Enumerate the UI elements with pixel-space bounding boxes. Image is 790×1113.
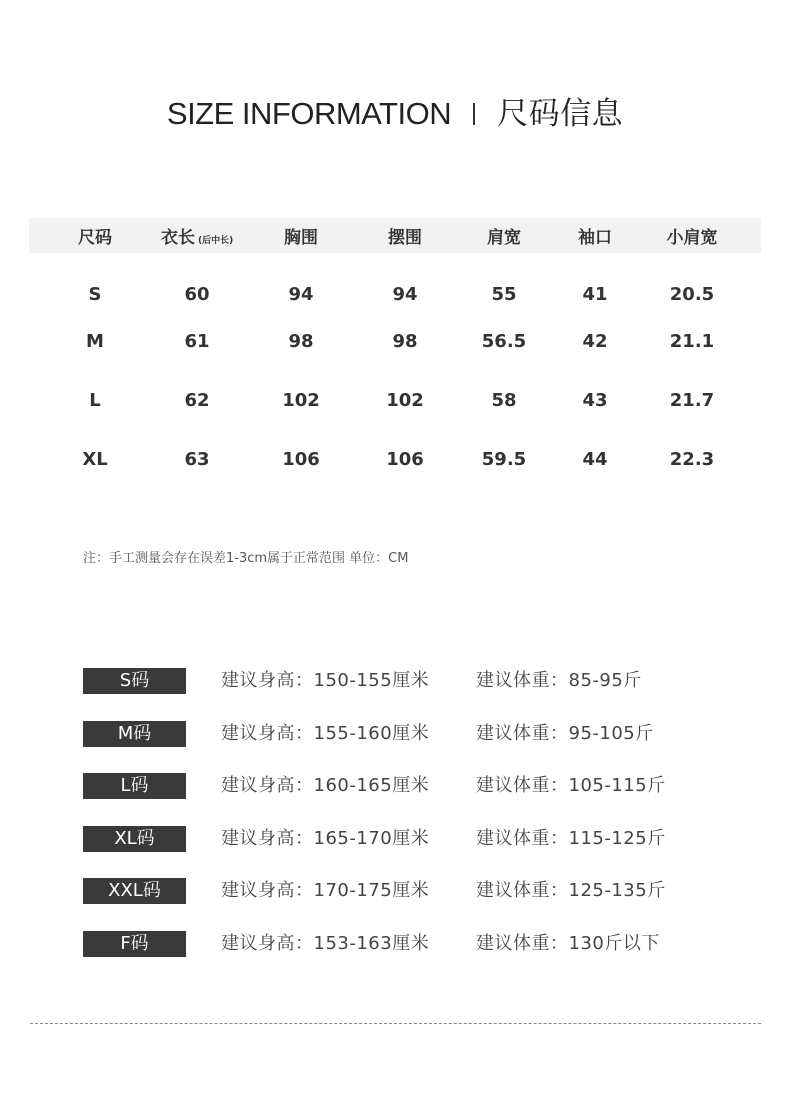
header-size: 尺码 (78, 228, 112, 248)
recommended-weight: 建议体重：85-95斤 (476, 670, 642, 691)
table-cell: 98 (392, 331, 418, 352)
header-chest: 胸围 (284, 228, 318, 248)
recommendation-row (83, 773, 763, 826)
header-length-label: 衣长 (161, 228, 195, 248)
table-header-row (29, 218, 761, 253)
table-row (29, 371, 761, 430)
measurement-note: 注：手工测量会存在误差1-3cm属于正常范围 单位：CM (83, 551, 409, 566)
recommended-height: 建议身高：153-163厘米 (221, 932, 430, 954)
size-badge: S码 (83, 668, 186, 694)
recommended-weight: 建议体重：105-115斤 (476, 775, 666, 797)
table-cell: 55 (491, 284, 517, 305)
table-row (29, 430, 761, 489)
table-cell: 98 (288, 331, 314, 352)
size-badge: M码 (83, 721, 186, 747)
table-cell: 106 (282, 449, 320, 470)
recommendation-row (83, 931, 763, 984)
recommendation-row (83, 826, 763, 879)
size-badge: XXL码 (83, 878, 186, 904)
table-cell: 41 (582, 284, 608, 305)
size-badge: F码 (83, 931, 186, 957)
table-row (29, 312, 761, 371)
table-cell: XL (82, 449, 108, 470)
recommended-weight: 建议体重：125-135斤 (476, 880, 666, 902)
table-cell: 22.3 (669, 449, 715, 470)
table-cell: 59.5 (481, 449, 527, 470)
table-cell: 102 (386, 390, 424, 411)
size-recommendations (83, 668, 763, 984)
recommended-weight: 建议体重：115-125斤 (476, 827, 666, 849)
table-cell: 61 (184, 331, 210, 352)
size-badge: L码 (83, 773, 186, 799)
recommended-height: 建议身高：160-165厘米 (221, 775, 430, 797)
recommendation-row (83, 878, 763, 931)
recommendation-row (83, 668, 763, 721)
header-cuff: 袖口 (578, 228, 612, 248)
recommended-weight: 建议体重：130斤以下 (476, 932, 660, 954)
title-en: SIZE INFORMATION (166, 96, 452, 131)
title-zh: 尺码信息 (497, 96, 624, 132)
table-cell: 60 (184, 284, 210, 305)
table-cell: 94 (392, 284, 418, 305)
table-cell: 102 (282, 390, 320, 411)
table-row (29, 253, 761, 312)
table-cell: 42 (582, 331, 608, 352)
size-badge: XL码 (83, 826, 186, 852)
header-length-sub: (后中长) (198, 236, 234, 246)
dashed-divider (30, 1023, 761, 1024)
table-cell: 106 (386, 449, 424, 470)
table-cell: M (86, 331, 104, 352)
recommended-height: 建议身高：150-155厘米 (221, 670, 430, 691)
header-hem: 摆围 (388, 228, 422, 248)
recommended-height: 建议身高：170-175厘米 (221, 880, 430, 902)
title-divider (473, 103, 475, 125)
recommendation-row (83, 721, 763, 774)
size-table (29, 218, 761, 489)
recommended-height: 建议身高：155-160厘米 (221, 722, 430, 744)
header-small-shoulder: 小肩宽 (666, 228, 718, 248)
page-title (0, 88, 790, 133)
header-shoulder: 肩宽 (487, 228, 521, 248)
table-cell: 20.5 (669, 284, 715, 305)
table-cell: 43 (582, 390, 608, 411)
table-cell: 58 (491, 390, 517, 411)
table-cell: 62 (184, 390, 210, 411)
table-cell: 56.5 (481, 331, 527, 352)
table-cell: 44 (582, 449, 608, 470)
table-cell: S (88, 284, 102, 305)
table-cell: 94 (288, 284, 314, 305)
header-length (161, 218, 233, 253)
table-cell: L (89, 390, 101, 411)
table-cell: 21.7 (669, 390, 715, 411)
recommended-height: 建议身高：165-170厘米 (221, 827, 430, 849)
recommended-weight: 建议体重：95-105斤 (476, 722, 654, 744)
table-cell: 63 (184, 449, 210, 470)
table-cell: 21.1 (669, 331, 715, 352)
